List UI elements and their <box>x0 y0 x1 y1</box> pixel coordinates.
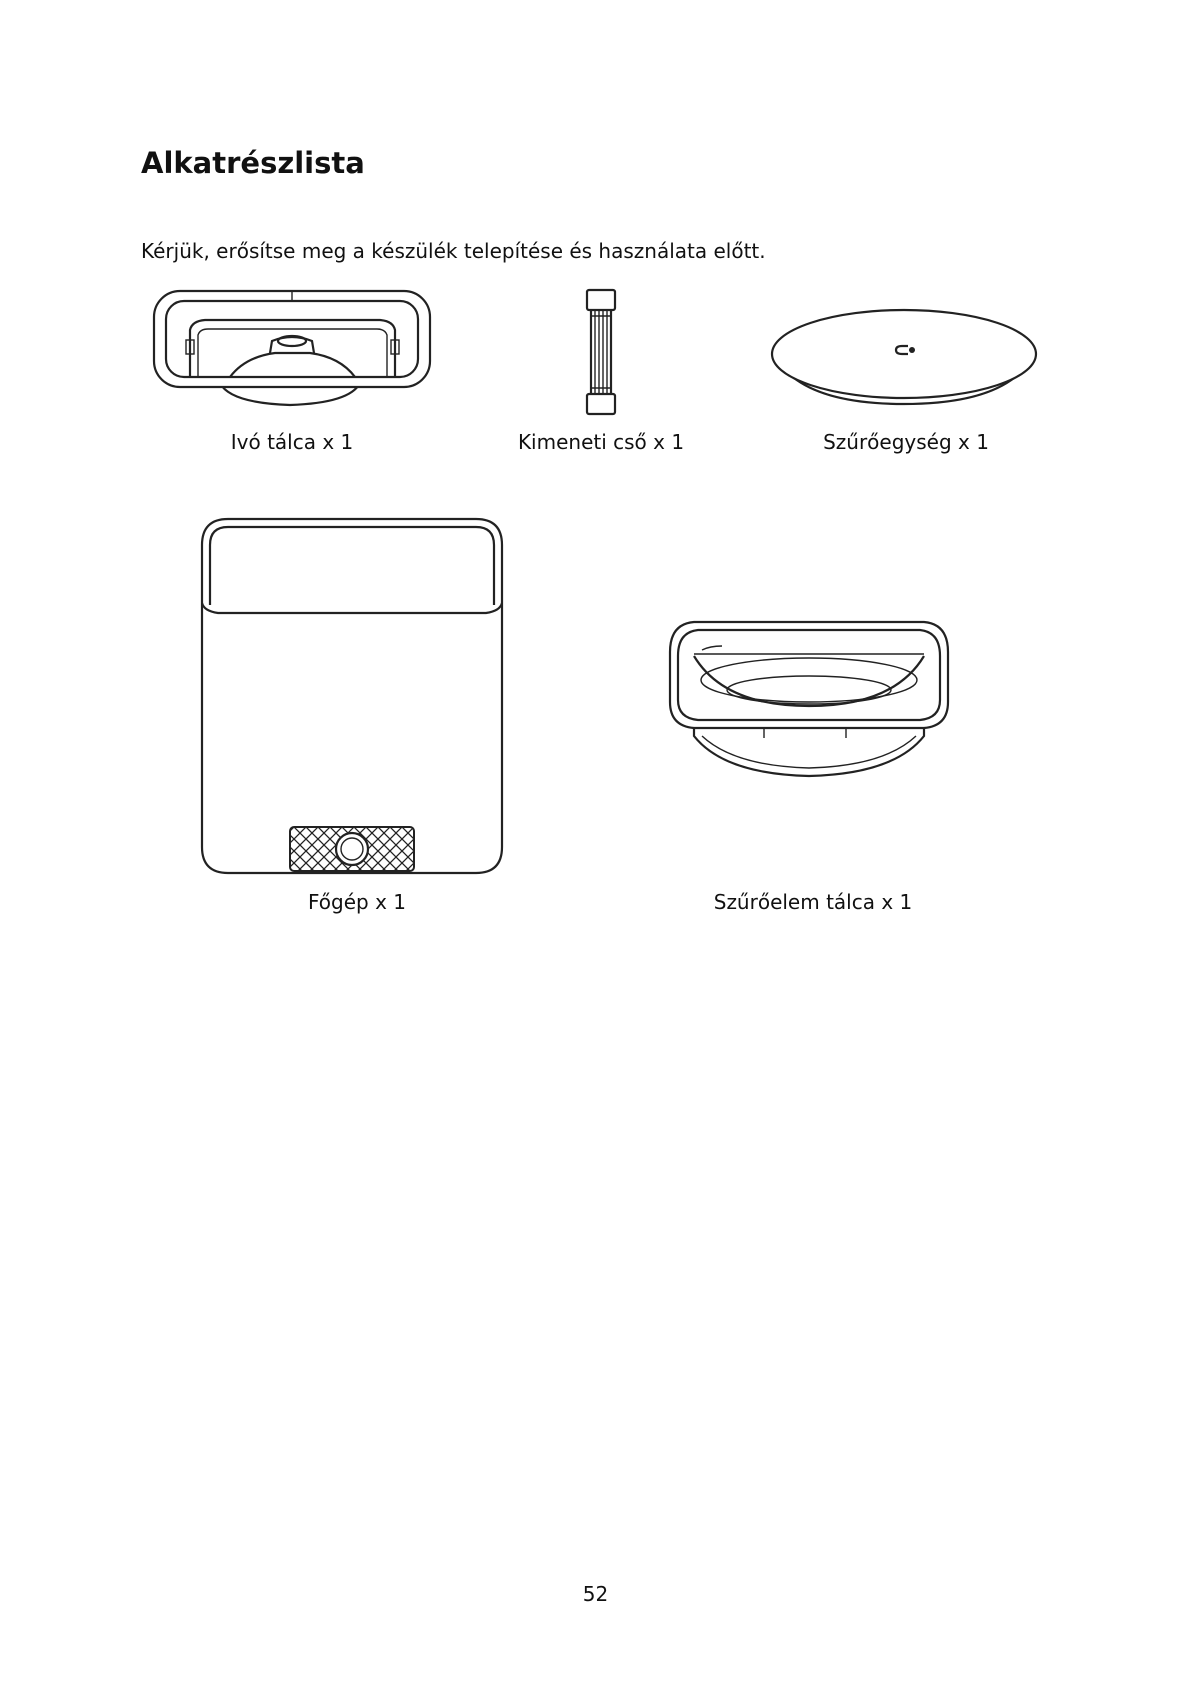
filter-unit-icon <box>768 308 1040 408</box>
intro-text: Kérjük, erősítse meg a készülék telepítése és használata előtt. <box>141 239 766 263</box>
caption-main-unit: Főgép x 1 <box>308 890 406 914</box>
caption-outlet-tube: Kimeneti cső x 1 <box>517 430 685 454</box>
outlet-tube-icon <box>585 288 617 418</box>
caption-filter-unit: Szűrőegység x 1 <box>823 430 989 454</box>
filter-element-tray-icon <box>664 616 954 782</box>
page-title: Alkatrészlista <box>141 146 365 180</box>
page-number: 52 <box>582 1582 609 1606</box>
main-unit-icon <box>198 515 506 877</box>
caption-drinking-tray: Ivó tálca x 1 <box>230 430 354 454</box>
caption-filter-element-tray: Szűrőelem tálca x 1 <box>713 890 913 914</box>
drinking-tray-icon <box>150 285 435 410</box>
